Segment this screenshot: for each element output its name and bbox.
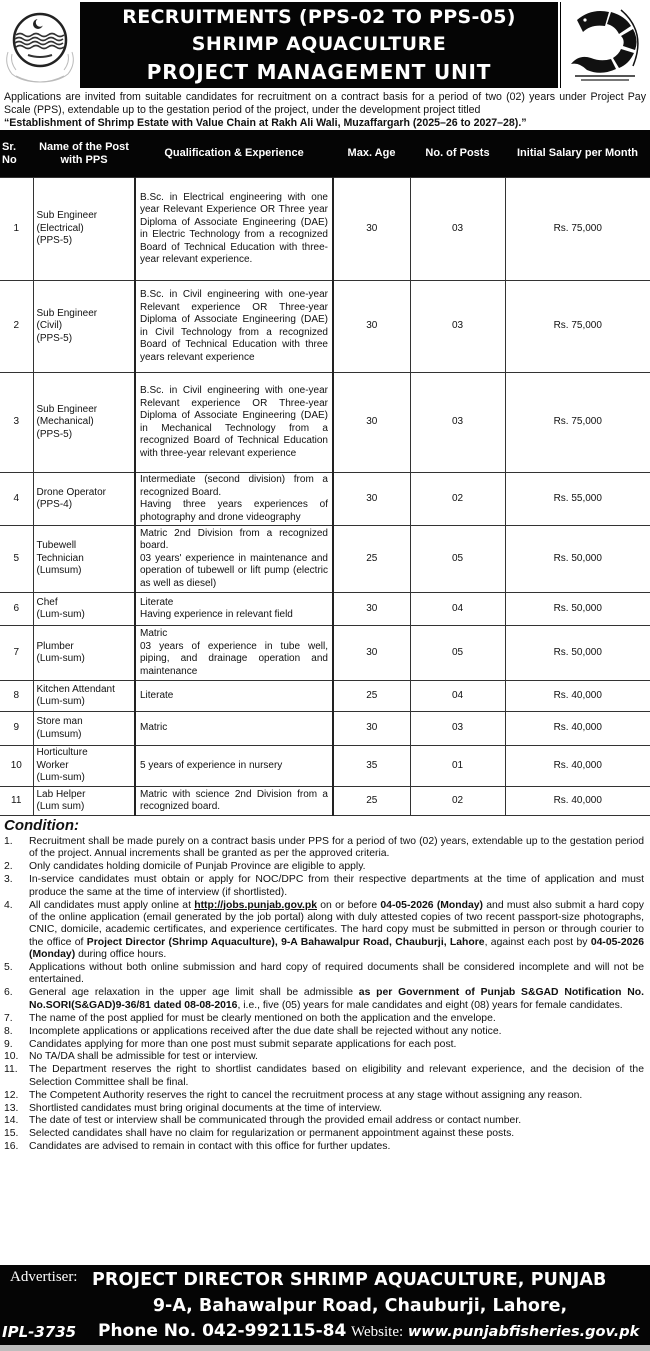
condition-number: 10.: [4, 1051, 19, 1063]
condition-item: [4, 962, 644, 987]
condition-item: [4, 1115, 644, 1127]
sr-cell: 11: [0, 787, 33, 816]
condition-text: Applications without both online submission and hard copy of required documents shall be considered incomplete and will not be entertained.: [29, 962, 644, 986]
salary-cell: Rs. 40,000: [505, 787, 650, 816]
posts-count-cell: 03: [410, 712, 505, 746]
qualification-cell: Intermediate (second division) from a recognized Board. Having three years experiences of photography and drone videography: [135, 473, 333, 526]
table-header-row: [0, 130, 650, 178]
table-row: [0, 593, 650, 626]
condition-item: [4, 1064, 644, 1089]
col-header-sr: Sr. No: [0, 130, 33, 178]
qualification-cell: Matric 03 years of experience in tube well, piping, and drainage operation and maintenance: [135, 626, 333, 681]
post-name-cell: Chef (Lum-sum): [33, 593, 135, 626]
salary-cell: Rs. 75,000: [505, 373, 650, 473]
post-name-cell: Lab Helper (Lum sum): [33, 787, 135, 816]
posts-count-cell: 03: [410, 178, 505, 281]
condition-number: 16.: [4, 1141, 19, 1153]
condition-item: [4, 874, 644, 899]
col-header-posts: No. of Posts: [410, 130, 505, 178]
posts-count-cell: 02: [410, 473, 505, 526]
condition-number: 12.: [4, 1089, 19, 1101]
project-title: “Establishment of Shrimp Estate with Value Chain at Rakh Ali Wali, Muzaffargarh (2025–26 to 2027–28).”: [4, 117, 527, 129]
table-row: [0, 178, 650, 281]
table-row: [0, 787, 650, 816]
table-row: [0, 626, 650, 681]
intro-text: Applications are invited from suitable candidates for recruitment on a contract basis for a period of two (02) years under Project Pay Scale (PPS), extendable up to the gestation period of the project, under the development project titled: [4, 91, 646, 116]
salary-cell: Rs. 75,000: [505, 178, 650, 281]
government-of-punjab-seal-icon: [2, 2, 78, 88]
max-age-cell: 30: [333, 281, 410, 373]
post-name-cell: Plumber (Lum-sum): [33, 626, 135, 681]
condition-text: during office hours.: [75, 949, 167, 961]
salary-cell: Rs. 50,000: [505, 626, 650, 681]
condition-emphasis: as per Government of Punjab S&GAD Notification No. No.SORI(S&GAD)9-36/81 dated 08-08-2016: [29, 987, 644, 1011]
condition-item: [4, 1141, 644, 1153]
title-line-2: SHRIMP AQUACULTURE: [191, 33, 447, 55]
condition-number: 3.: [4, 874, 13, 886]
condition-text: Incomplete applications or applications received after the due date shall be rejected without any notice.: [29, 1025, 502, 1037]
condition-text: The name of the post applied for must be clearly mentioned on both the application and the envelope.: [29, 1012, 496, 1024]
post-name-cell: Horticulture Worker (Lum-sum): [33, 746, 135, 787]
ipl-code: IPL-3735: [2, 1323, 77, 1341]
max-age-cell: 30: [333, 593, 410, 626]
condition-text: All candidates must apply online at: [29, 899, 195, 911]
condition-text: The date of test or interview shall be communicated through the provided email address or contact number.: [29, 1115, 522, 1127]
condition-number: 13.: [4, 1102, 19, 1114]
condition-number: 11.: [4, 1064, 18, 1076]
condition-number: 7.: [4, 1012, 13, 1024]
posts-count-cell: 03: [410, 373, 505, 473]
posts-table: [0, 130, 650, 816]
condition-item: [4, 1090, 644, 1102]
table-row: [0, 281, 650, 373]
condition-emphasis: 04-05-2026 (Monday): [380, 899, 483, 911]
qualification-cell: B.Sc. in Civil engineering with one-year Relevant experience OR Three-year Diploma of Associate Engineering (DAE) in Civil Technology from a recognized Board of Technical Education with three years relevant experience: [135, 281, 333, 373]
table-body: [0, 178, 650, 816]
max-age-cell: 30: [333, 373, 410, 473]
post-name-cell: Store man (Lumsum): [33, 712, 135, 746]
posts-count-cell: 04: [410, 593, 505, 626]
col-header-post: Name of the Post with PPS: [33, 130, 135, 178]
condition-item: [4, 1128, 644, 1140]
condition-number: 2.: [4, 861, 13, 873]
condition-item: [4, 987, 644, 1012]
max-age-cell: 25: [333, 526, 410, 593]
col-header-qualification: Qualification & Experience: [135, 130, 333, 178]
condition-item: [4, 900, 644, 962]
shrimp-aquaculture-logo-icon: [560, 2, 649, 88]
salary-cell: Rs. 40,000: [505, 712, 650, 746]
sr-cell: 9: [0, 712, 33, 746]
condition-item: [4, 1103, 644, 1115]
post-name-cell: Sub Engineer (Electrical) (PPS-5): [33, 178, 135, 281]
condition-text: Selected candidates shall have no claim for regularization or permanent appointment against these posts.: [29, 1128, 515, 1140]
condition-text: on or before: [317, 899, 381, 911]
condition-number: 8.: [4, 1025, 13, 1037]
header: [0, 0, 650, 90]
col-header-max-age: Max. Age: [333, 130, 410, 178]
table-row: [0, 473, 650, 526]
posts-count-cell: 05: [410, 526, 505, 593]
condition-number: 6.: [4, 987, 13, 999]
condition-number: 5.: [4, 962, 13, 974]
qualification-cell: 5 years of experience in nursery: [135, 746, 333, 787]
salary-cell: Rs. 40,000: [505, 746, 650, 787]
condition-number: 4.: [4, 899, 13, 911]
posts-count-cell: 01: [410, 746, 505, 787]
salary-cell: Rs. 55,000: [505, 473, 650, 526]
condition-text: In-service candidates must obtain or apply for NOC/DPC from their respective departments at the time of application and must produce the same at the time of interview (if shortlisted).: [29, 874, 644, 898]
website-link[interactable]: www.punjabfisheries.gov.pk: [407, 1324, 640, 1340]
post-name-cell: Sub Engineer (Mechanical) (PPS-5): [33, 373, 135, 473]
condition-text: No TA/DA shall be admissible for test or interview.: [29, 1051, 258, 1063]
condition-text: , against each post by: [484, 936, 591, 948]
condition-item: [4, 1039, 644, 1051]
condition-text: Recruitment shall be made purely on a contract basis under PPS for a period of two (02) years, extendable up to the gestation period of the project. Annual increments shall be granted as per the approved criteria.: [29, 836, 644, 860]
max-age-cell: 30: [333, 712, 410, 746]
max-age-cell: 30: [333, 178, 410, 281]
condition-text: and must also submit a hard copy of the online application (email generated by the job portal) along with duly attested copies of two recent passport-size photographs, CNIC, domicile, academic certificates, and experience certificates. The hard copy must be submitted in person or through courier to the office of: [29, 899, 645, 948]
table-row: [0, 526, 650, 593]
phone-number: Phone No. 042-992115-84: [98, 1321, 347, 1341]
condition-text: Candidates applying for more than one post must submit separate applications for each post.: [29, 1038, 457, 1050]
condition-text: Shortlisted candidates must bring original documents at the time of interview.: [29, 1102, 382, 1114]
post-name-cell: Tubewell Technician (Lumsum): [33, 526, 135, 593]
condition-emphasis: Project Director (Shrimp Aquaculture), 9-A Bahawalpur Road, Chauburji, Lahore: [86, 936, 485, 948]
table-row: [0, 712, 650, 746]
table-row: [0, 681, 650, 712]
sr-cell: 3: [0, 373, 33, 473]
qualification-cell: B.Sc. in Electrical engineering with one year Relevant Experience OR Three year Diploma of Associate Engineering (DAE) in Electric Technology from a recognized Board of Technical Education with three-year relevant experience.: [135, 178, 333, 281]
table-row: [0, 746, 650, 787]
advertiser-address: 9-A, Bahawalpur Road, Chauburji, Lahore,: [152, 1296, 568, 1316]
condition-text: The Competent Authority reserves the right to cancel the recruitment process at any stage without assigning any reason.: [29, 1089, 583, 1101]
condition-text: The Department reserves the right to shortlist candidates based on eligibility and relevant experience, and the decision of the Selection Committee shall be final.: [29, 1064, 644, 1088]
posts-count-cell: 03: [410, 281, 505, 373]
table-row: [0, 373, 650, 473]
max-age-cell: 30: [333, 626, 410, 681]
max-age-cell: 25: [333, 681, 410, 712]
conditions-title: Condition:: [4, 817, 79, 834]
max-age-cell: 30: [333, 473, 410, 526]
sr-cell: 4: [0, 473, 33, 526]
sr-cell: 10: [0, 746, 33, 787]
contact-line: [98, 1321, 639, 1341]
sr-cell: 7: [0, 626, 33, 681]
sr-cell: 8: [0, 681, 33, 712]
website-label: Website:: [351, 1324, 404, 1340]
condition-number: 9.: [4, 1038, 13, 1050]
condition-item: [4, 1051, 644, 1063]
qualification-cell: B.Sc. in Civil engineering with one-year Relevant experience OR Three-year Diploma of Associate Engineering (DAE) in Mechanical Technology from a recognized Board of Technical Education with three-year relevant experience: [135, 373, 333, 473]
salary-cell: Rs. 50,000: [505, 593, 650, 626]
post-name-cell: Drone Operator (PPS-4): [33, 473, 135, 526]
posts-count-cell: 02: [410, 787, 505, 816]
condition-item: [4, 836, 644, 861]
condition-item: [4, 861, 644, 873]
conditions-list: [4, 836, 644, 1154]
condition-number: 15.: [4, 1128, 19, 1140]
qualification-cell: Literate: [135, 681, 333, 712]
condition-item: [4, 1013, 644, 1025]
intro-paragraph: [4, 91, 646, 130]
advertiser-footer: [0, 1265, 650, 1345]
condition-text: General age relaxation in the upper age limit shall be admissible: [29, 987, 359, 999]
col-header-salary: Initial Salary per Month: [505, 130, 650, 178]
sr-cell: 1: [0, 178, 33, 281]
advertiser-label: Advertiser:: [10, 1269, 78, 1285]
condition-text: , i.e., five (05) years for male candidates and eight (08) years for female candidates.: [237, 999, 623, 1011]
bottom-edge: [0, 1345, 650, 1351]
title-line-1: RECRUITMENTS (PPS-02 TO PPS-05): [122, 6, 516, 28]
jobs-portal-link[interactable]: http://jobs.punjab.gov.pk: [194, 899, 317, 911]
advertiser-name: PROJECT DIRECTOR SHRIMP AQUACULTURE, PUNJAB: [92, 1270, 607, 1290]
condition-text: Candidates are advised to remain in contact with this office for further updates.: [29, 1141, 391, 1153]
sr-cell: 2: [0, 281, 33, 373]
posts-count-cell: 04: [410, 681, 505, 712]
sr-cell: 5: [0, 526, 33, 593]
title-banner: [80, 2, 558, 88]
title-line-3: PROJECT MANAGEMENT UNIT: [146, 60, 492, 84]
condition-item: [4, 1026, 644, 1038]
condition-number: 14.: [4, 1115, 19, 1127]
salary-cell: Rs. 75,000: [505, 281, 650, 373]
qualification-cell: Matric 2nd Division from a recognized board. 03 years' experience in maintenance and operation of tubewell or lift pump (electric as well as diesel): [135, 526, 333, 593]
qualification-cell: Literate Having experience in relevant field: [135, 593, 333, 626]
condition-text: Only candidates holding domicile of Punjab Province are eligible to apply.: [29, 861, 366, 873]
condition-emphasis: 04-05-2026 (Monday): [29, 936, 644, 961]
post-name-cell: Sub Engineer (Civil) (PPS-5): [33, 281, 135, 373]
posts-count-cell: 05: [410, 626, 505, 681]
sr-cell: 6: [0, 593, 33, 626]
salary-cell: Rs. 50,000: [505, 526, 650, 593]
max-age-cell: 25: [333, 787, 410, 816]
qualification-cell: Matric: [135, 712, 333, 746]
salary-cell: Rs. 40,000: [505, 681, 650, 712]
max-age-cell: 35: [333, 746, 410, 787]
qualification-cell: Matric with science 2nd Division from a recognized board.: [135, 787, 333, 816]
post-name-cell: Kitchen Attendant (Lum-sum): [33, 681, 135, 712]
condition-number: 1.: [4, 836, 13, 847]
